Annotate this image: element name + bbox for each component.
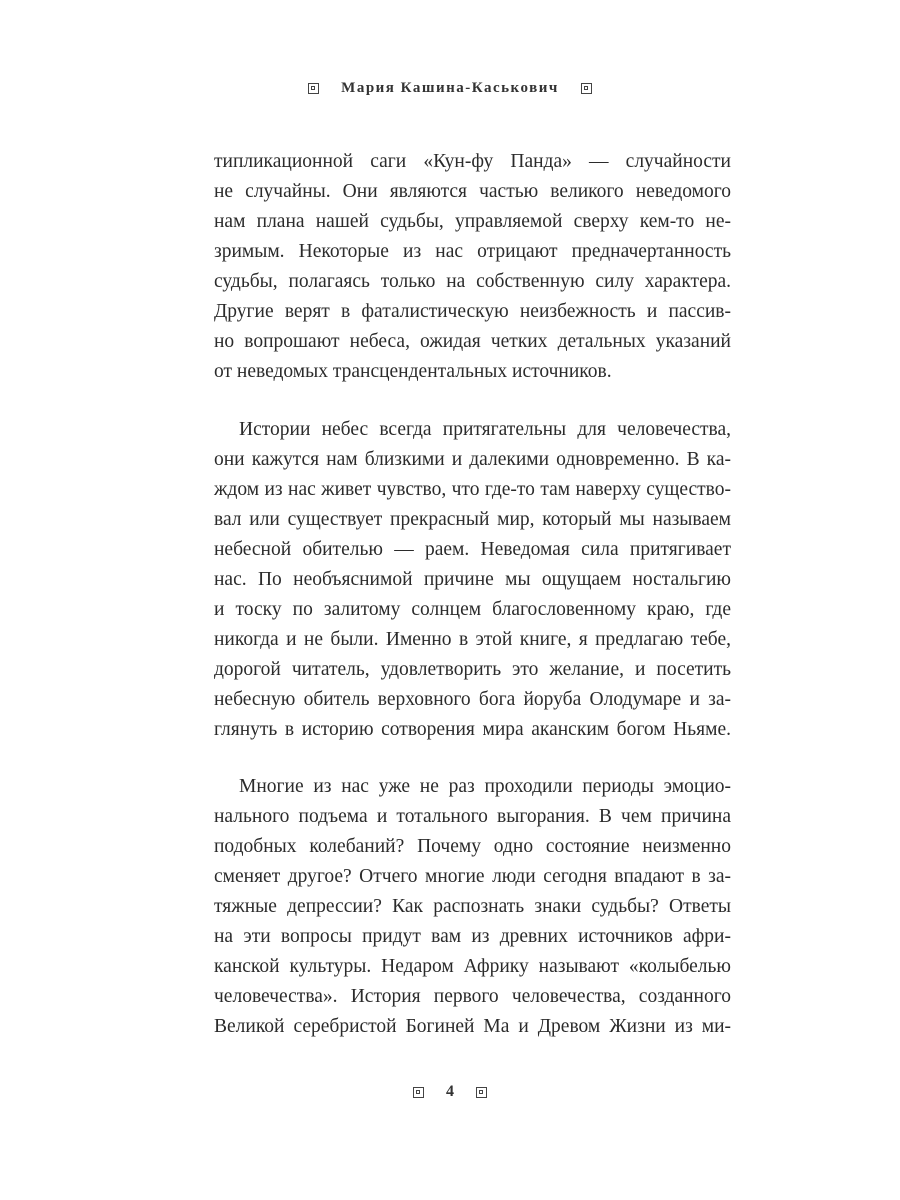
page-number: 4	[446, 1083, 454, 1100]
text-line: не случайны. Они являются частью великого неведомого	[214, 181, 731, 202]
text-line: вал или существует прекрасный мир, который мы называем	[214, 509, 731, 530]
text-line: нам плана нашей судьбы, управляемой сверху кем-то не-	[214, 211, 731, 232]
text-line: небесную обитель верховного бога йоруба Олодумаре и за-	[214, 689, 731, 710]
text-line: ждом из нас живет чувство, что где-то там наверху существо-	[214, 479, 731, 500]
ornament-icon	[308, 83, 319, 94]
text-line: глянуть в историю сотворения мира аканским богом Ньяме.	[214, 719, 731, 740]
text-line: но вопрошают небеса, ожидая четких детальных указаний	[214, 331, 731, 352]
text-line: сменяет другое? Отчего многие люди сегодня впадают в за-	[214, 866, 731, 887]
text-line: нального подъема и тотального выгорания. В чем причина	[214, 806, 731, 827]
text-line: дорогой читатель, удовлетворить это желание, и посетить	[214, 659, 731, 680]
ornament-icon	[413, 1087, 424, 1098]
text-line: от неведомых трансцендентальных источников.	[214, 361, 612, 382]
text-line: Многие из нас уже не раз проходили периоды эмоцио-	[239, 776, 731, 797]
paragraph-1	[214, 147, 731, 387]
text-line: небесной обителью — раем. Неведомая сила притягивает	[214, 539, 731, 560]
text-line: зримым. Некоторые из нас отрицают предначертанность	[214, 241, 731, 262]
ornament-icon	[581, 83, 592, 94]
text-line: типликационной саги «Кун-фу Панда» — случайности	[214, 151, 731, 172]
text-line: человечества». История первого человечества, созданного	[214, 986, 731, 1007]
paragraph-2	[214, 415, 731, 745]
text-line: они кажутся нам близкими и далекими одновременно. В ка-	[214, 449, 731, 470]
text-line: Другие верят в фаталистическую неизбежность и пассив-	[214, 301, 731, 322]
text-line: на эти вопросы придут вам из древних источников афри-	[214, 926, 731, 947]
ornament-icon	[476, 1087, 487, 1098]
page-footer	[0, 1083, 900, 1101]
text-line: судьбы, полагаясь только на собственную силу характера.	[214, 271, 731, 292]
text-line: нас. По необъяснимой причине мы ощущаем ностальгию	[214, 569, 731, 590]
text-line: Истории небес всегда притягательны для человечества,	[239, 419, 731, 440]
text-line: канской культуры. Недаром Африку называют «колыбелью	[214, 956, 731, 977]
running-header	[0, 80, 900, 97]
paragraph-3	[214, 772, 731, 1042]
text-line: и тоску по залитому солнцем благословенному краю, где	[214, 599, 731, 620]
text-line: Великой серебристой Богиней Ма и Древом Жизни из ми-	[214, 1016, 731, 1037]
text-line: подобных колебаний? Почему одно состояние неизменно	[214, 836, 731, 857]
text-line: тяжные депрессии? Как распознать знаки судьбы? Ответы	[214, 896, 731, 917]
text-line: никогда и не были. Именно в этой книге, я предлагаю тебе,	[214, 629, 731, 650]
author-name: Мария Кашина-Каськович	[341, 80, 559, 96]
